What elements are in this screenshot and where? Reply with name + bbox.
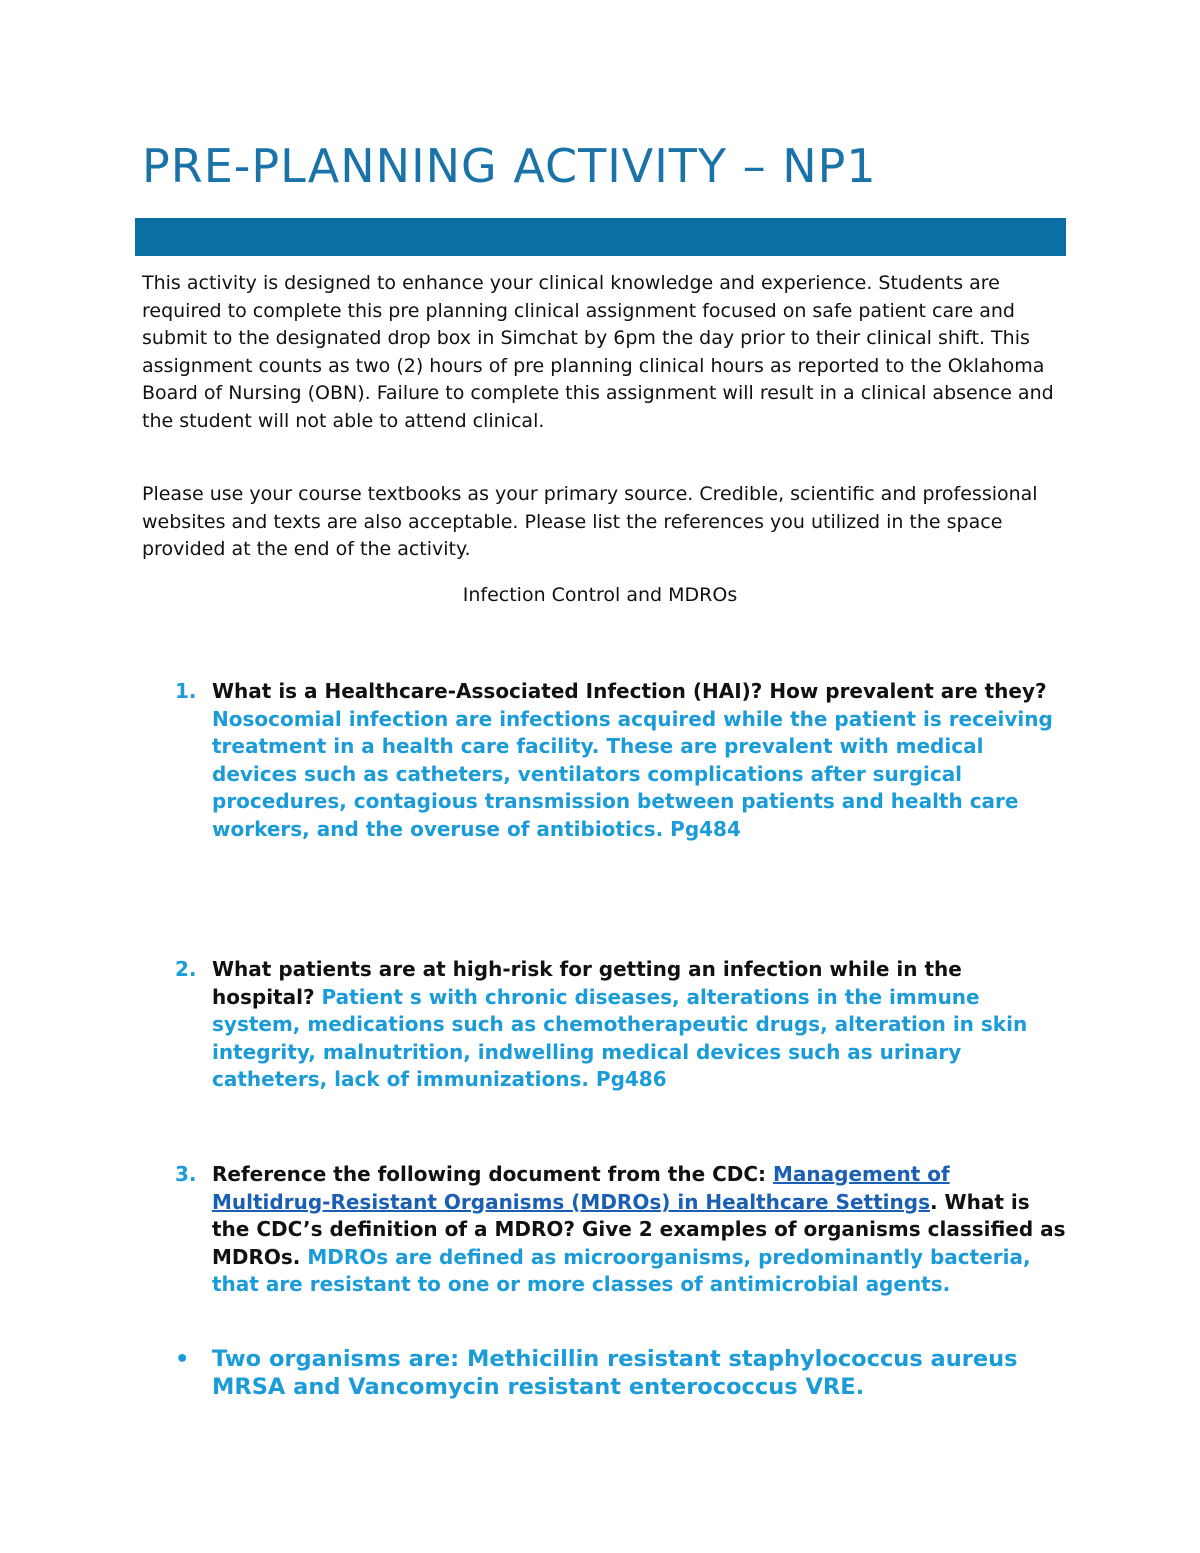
- question-item: [175, 956, 1070, 1094]
- page-title: PRE-PLANNING ACTIVITY – NP1: [142, 139, 877, 193]
- cdc-mdro-link[interactable]: Management of Multidrug-Resistant Organisms (MDROs) in Healthcare Settings: [212, 1162, 950, 1214]
- answer-text: Nosocomial infection are infections acquired while the patient is receiving treatment in a health care facility. These are prevalent with medical devices such as catheters, ventilators complications after surgical procedures, contagious transmission between patients and health care workers, and the overuse of antibiotics. Pg484: [212, 706, 1053, 841]
- sources-paragraph: Please use your course textbooks as your primary source. Credible, scientific and professional websites and texts are also acceptable. Please list the references you utilized in the space provided at the end of the activity.: [142, 483, 1038, 561]
- question-number: 1.: [175, 679, 197, 703]
- answer-text: Patient s with chronic diseases, alterations in the immune system, medications such as chemotherapeutic drugs, alteration in skin integrity, malnutrition, indwelling medical devices such as urinary catheters, lack of immunizations. Pg486: [212, 984, 1028, 1092]
- question-item: [175, 1161, 1070, 1299]
- bullet-item: [175, 1345, 1075, 1401]
- question-number: 3.: [175, 1162, 197, 1186]
- question-text-suffix: . What is the CDC’s definition of a MDRO? Give 2 examples of organisms classified as MDROs.: [212, 1189, 1066, 1269]
- question-text-prefix: Reference the following document from the CDC:: [212, 1162, 767, 1186]
- question-item: [175, 678, 1070, 844]
- title-underline-bar: [135, 218, 1066, 256]
- intro-paragraph: This activity is designed to enhance your clinical knowledge and experience. Students are required to complete this pre planning clinical assignment focused on safe patient care and submit to the designated drop box in Simchat by 6pm the day prior to their clinical shift. This assignment counts as two (2) hours of pre planning clinical hours as reported to the Oklahoma Board of Nursing (OBN). Failure to complete this assignment will result in a clinical absence and the student will not able to attend clinical.: [142, 272, 1054, 432]
- bullet-icon: •: [175, 1346, 190, 1372]
- question-text: What is a Healthcare-Associated Infection (HAI)? How prevalent are they?: [212, 679, 1047, 703]
- bullet-text: Two organisms are: Methicillin resistant staphylococcus aureus MRSA and Vancomycin resistant enterococcus VRE.: [212, 1346, 1018, 1400]
- question-number: 2.: [175, 957, 197, 981]
- answer-text: MDROs are defined as microorganisms, predominantly bacteria, that are resistant to one or more classes of antimicrobial agents.: [212, 1244, 1031, 1297]
- question-text: What patients are at high-risk for getting an infection while in the hospital?: [212, 957, 962, 1009]
- section-heading: Infection Control and MDROs: [462, 584, 738, 606]
